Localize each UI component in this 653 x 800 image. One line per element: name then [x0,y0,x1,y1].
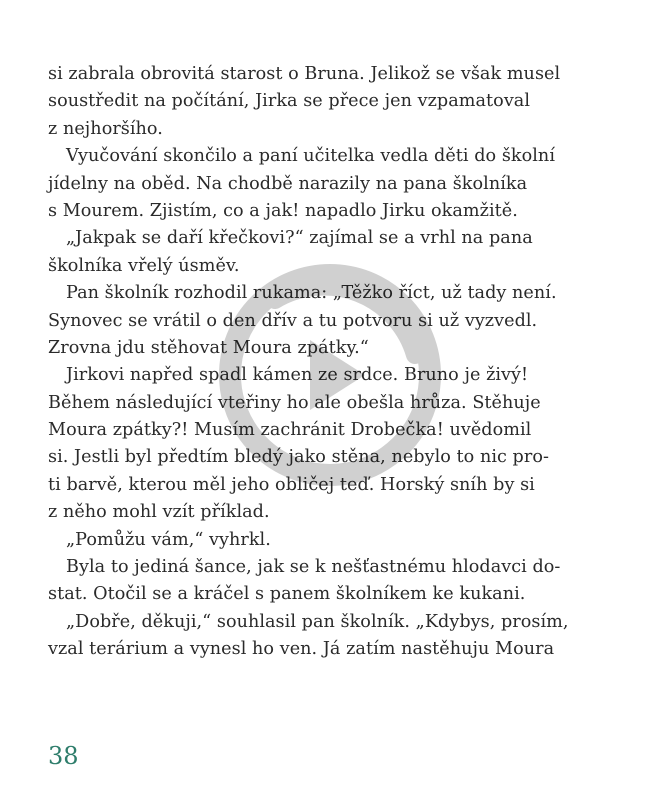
text-line: stat. Otočil se a kráčel s panem školníkem ke kukani. [48,584,526,605]
paragraph-start-line: Pan školník rozhodil rukama: „Těžko říct, už tady není. [66,283,557,304]
text-line: Synovec se vrátil o den dřív a tu potvoru si už vyzvedl. [48,310,538,331]
text-line: soustředit na počítání, Jirka se přece jen vzpamatoval [48,91,531,112]
text-line: z něho mohl vzít příklad. [48,502,270,523]
text-line: vzal terárium a vynesl ho ven. Já zatím nastěhuju Moura [48,639,555,660]
text-line: s Mourem. Zjistím, co a jak! napadlo Jirku okamžitě. [48,200,518,221]
text-line: školníka vřelý úsměv. [48,255,240,276]
text-line: Moura zpátky?! Musím zachránit Drobečka! uvědomil [48,420,532,441]
text-line: si zabrala obrovitá starost o Bruna. Jelikož se však musel [48,64,561,84]
paragraph-start-line: „Pomůžu vám,“ vyhrkl. [66,529,271,550]
text-line: Zrovna jdu stěhovat Moura zpátky.“ [48,337,369,358]
paragraph-start-line: „Jakpak se daří křečkovi?“ zajímal se a vrhl na pana [66,228,533,249]
paragraph-start-line: Jirkovi napřed spadl kámen ze srdce. Bruno je živý! [66,365,529,386]
body-text [48,61,568,664]
text-line: z nejhoršího. [48,118,163,139]
paragraph-start-line: Vyučování skončilo a paní učitelka vedla děti do školní [66,146,555,167]
page-number: 38 [48,742,79,770]
text-line: si. Jestli byl předtím bledý jako stěna, nebylo to nic pro- [48,447,549,468]
paragraph-start-line: „Dobře, děkuji,“ souhlasil pan školník. „Kdybys, prosím, [66,611,569,632]
text-line: Během následující vteřiny ho ale obešla hrůza. Stěhuje [48,392,541,413]
text-line: ti barvě, kterou měl jeho obličej teď. Horský sníh by si [48,474,535,495]
paragraph-start-line: Byla to jediná šance, jak se k nešťastnému hlodavci do- [66,557,561,578]
text-line: jídelny na oběd. Na chodbě narazily na pana školníka [48,173,528,194]
